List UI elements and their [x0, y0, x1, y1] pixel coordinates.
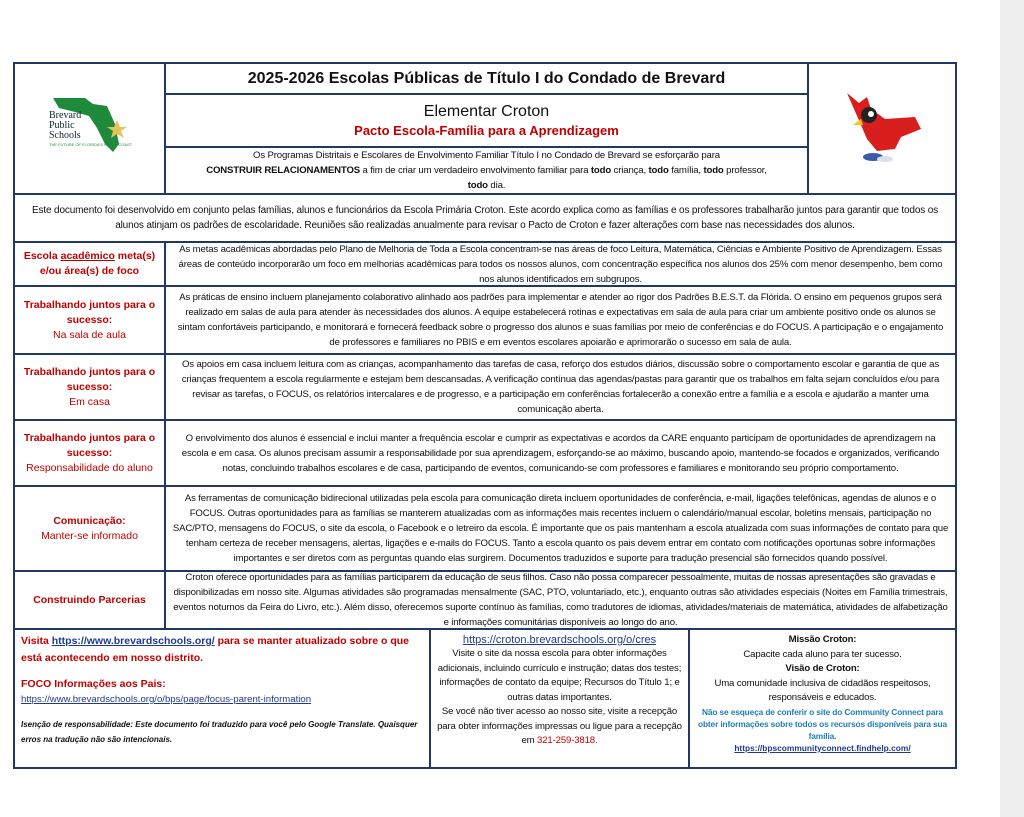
cardinal-mascot-icon	[837, 89, 927, 169]
row-label-home: Trabalhando juntos para o sucesso: Em casa	[13, 353, 166, 421]
community-connect-link[interactable]: https://bpscommunityconnect.findhelp.com/	[734, 742, 911, 753]
intro-cell	[164, 146, 809, 195]
translation-disclaimer: Isenção de responsabilidade: Este documento foi traduzido para você pelo Google Translate. Quaisquer erros na tradução não são intencionais.	[21, 720, 418, 744]
mascot-cell	[807, 62, 957, 195]
row-label-classroom: Trabalhando juntos para o sucesso: Na sala de aula	[13, 285, 166, 355]
mission-label: Missão Croton:	[788, 634, 857, 645]
school-site-info: Visite o site da nossa escola para obter informações adicionais, incluindo currículo e instrução; datas dos testes; informações de contato da equipe; Recursos do Título 1; e outras datas importantes.	[437, 648, 682, 703]
school-website-link[interactable]: https://croton.brevardschools.org/o/cres	[462, 634, 657, 646]
svg-text:Brevard: Brevard	[48, 109, 81, 121]
row-label-partnerships: Construindo Parcerias	[13, 570, 166, 630]
row-label-academic-goals: Escola acadêmico meta(s) e/ou área(s) de foco	[13, 241, 166, 287]
community-connect-note: Não se esqueça de conferir o site do Community Connect para obter informações sobre todos os recursos disponíveis para sua família.	[697, 706, 947, 741]
mission-text: Capacite cada aluno para ter sucesso.	[743, 648, 902, 660]
footer-school-site-cell	[429, 628, 690, 769]
row-text-student-responsibility: O envolvimento dos alunos é essencial e inclui manter a frequência escolar e cumprir as expectativas e acordos da CARE enquanto participam de oportunidades de aprendizagem na escola e em casa. Os alunos precisam assumir a responsabilidade por sua aprendizagem, esforçando-se ao máximo, buscando apoio, mantendo-se focados e organizados, verificando notas, concluindo trabalhos escolares e de casa, participando de eventos, comunicando-se com professores e familiares e monitorando seu próprio comportamento.	[164, 419, 957, 487]
school-name: Elementar Croton	[423, 102, 550, 120]
focus-parent-info-link[interactable]: https://www.brevardschools.org/o/bps/page/focus-parent-information	[21, 694, 312, 705]
svg-text:Public: Public	[48, 119, 75, 131]
row-text-classroom: As práticas de ensino incluem planejamento colaborativo alinhado aos padrões para implementar e atender ao rigor dos Padrões B.E.S.T. da Flórida. O ensino em pequenos grupos será realizado em salas de aula para atender às necessidades dos alunos. A equipe estabelecerá rotinas e expectativas em sala de aula para criar um ambiente positivo onde os alunos se sintam confortáveis participando, e monitorará e fornecerá feedback sobre o progresso dos alunos e suas famílias por meio de conferências e do FOCUS. A participação e o engajamento de professores e familiares no PBIS e em eventos escolares apoiarão e aprimorarão o sucesso em sala de aula.	[164, 285, 957, 355]
row-text-partnerships: Croton oferece oportunidades para as famílias participarem da educação de seus filhos. Caso não possa comparecer pessoalmente, muitas de nossas apresentações são gravadas e disponibilizadas em nosso site. Algumas atividades são programadas mensalmente (SAC, PTO, voluntariado, etc.), enquanto outras são atividades especiais (Noites em Família trimestrais, eventos noturnos da Feira do Livro, etc.). Além disso, oferecemos suporte contínuo às famílias, como tradutores de idiomas, atividades/materiais de matemática, atividades de alfabetização e informações comunitárias disponíveis ao longo do ano.	[164, 570, 957, 630]
row-label-communication: Comunicação: Manter-se informado	[13, 485, 166, 572]
page-title: 2025-2026 Escolas Públicas de Título I do Condado de Brevard	[247, 69, 726, 87]
school-name-cell	[164, 93, 809, 148]
svg-text:THE FUTURE OF FLORIDA'S SPACE: THE FUTURE OF FLORIDA'S SPACE COAST	[48, 141, 132, 147]
compact-subtitle: Pacto Escola-Família para a Aprendizagem	[354, 122, 619, 138]
phone-number: 321-259-3818.	[537, 735, 598, 746]
row-text-home: Os apoios em casa incluem leitura com as crianças, acompanhamento das tarefas de casa, reforço dos estudos diários, discussão sobre o comportamento escolar e garantia de que as crianças frequentem a escola regularmente e estejam bem descansadas. A verificação contínua das agendas/pastas para garantir que os trabalhos em falta sejam concluídos e/ou para revisar as tarefas, o FOCUS, os relatórios intercalares e de progresso, e a participação em conferências fortalecerão a conexão entre a família e a escola e ajudarão a manter uma comunicação aberta.	[164, 353, 957, 421]
page-title-cell	[164, 62, 809, 95]
vision-text: Uma comunidade inclusiva de cidadãos respeitosos, responsáveis e educados.	[714, 677, 931, 703]
svg-text:Schools: Schools	[48, 129, 81, 141]
row-text-academic-goals: As metas acadêmicas abordadas pelo Plano de Melhoria de Toda a Escola concentram-se nas áreas de foco Leitura, Matemática, Ciências e Ambiente Positivo de Aprendizagem. Essas áreas de conteúdo incorporarão um foco em melhorias acadêmicas para todos os nossos alunos, com concentração específica nos alunos dos 25% com menor desempenho, bem como nos alunos identificados em subgrupos.	[164, 241, 957, 287]
intro-text: Os Programas Distritais e Escolares de Envolvimento Familiar Título I no Condado de Brevard se esforçarão para CONSTRUIR RELACIONAMENTOS a fim de criar um verdadeiro envolvimento familiar para todo criança, todo família, todo professor, todo dia.	[206, 150, 767, 191]
vision-label: Visão de Croton:	[785, 663, 860, 674]
document-description: Este documento foi desenvolvido em conjunto pelas famílias, alunos e funcionários da Escola Primária Croton. Este acordo explica como as famílias e os professores trabalharão juntos para garantir que todos os alunos atinjam os padrões de escolaridade. Reuniões são realizadas anualmente para revisar o Pacto de Croton e fazer alterações com base nas necessidades dos alunos.	[32, 205, 938, 231]
focus-info-label: FOCO Informações aos Pais:	[21, 678, 166, 690]
footer-mission-cell	[688, 628, 957, 769]
brevard-schools-logo	[45, 94, 135, 164]
page-edge	[1000, 0, 1024, 817]
front-office-info: Se você não tiver acesso ao nosso site, visite a recepção para obter informações impressas ou ligue para a recepção em 321-259-3818.	[437, 706, 682, 746]
district-website-link[interactable]: https://www.brevardschools.org/	[51, 635, 215, 647]
district-logo-cell	[13, 62, 166, 195]
row-text-communication: As ferramentas de comunicação bidirecional utilizadas pela escola para comunicação direta incluem oportunidades de conferência, e-mail, ligações telefônicas, agendas de alunos e o FOCUS. Outras oportunidades para as famílias se manterem atualizadas com as informações mais recentes incluem o calendário/manual escolar, boletins mensais, participação no SAC/PTO, mensagens do FOCUS, o site da escola, o Facebook e o letreiro da escola. É importante que os pais mantenham a escola atualizada com suas informações de contato para que tenham certeza de receber mensagens, alertas, ligações e e-mails do FOCUS. Tanto a escola quanto os pais devem entrar em contato com notificações oportunas sobre informações importantes e ser diretos com as perguntas quando elas surgirem. Documentos traduzidos e suporte para tradução presencial são fornecidos quando possível.	[164, 485, 957, 572]
footer-district-cell: Visita https://www.brevardschools.org/ para se manter atualizado sobre o que está acontecendo em nosso distrito. FOCO Informações aos Pais: https://www.brevardschools.org/o/bps/page/focus-parent-information Isenção de responsabilidade: Este documento foi traduzido para você pelo Google Translate. Quaisquer erros na tradução não são intencionais.	[13, 628, 431, 769]
document-description-cell	[13, 193, 957, 243]
row-label-student-responsibility: Trabalhando juntos para o sucesso: Responsabilidade do aluno	[13, 419, 166, 487]
